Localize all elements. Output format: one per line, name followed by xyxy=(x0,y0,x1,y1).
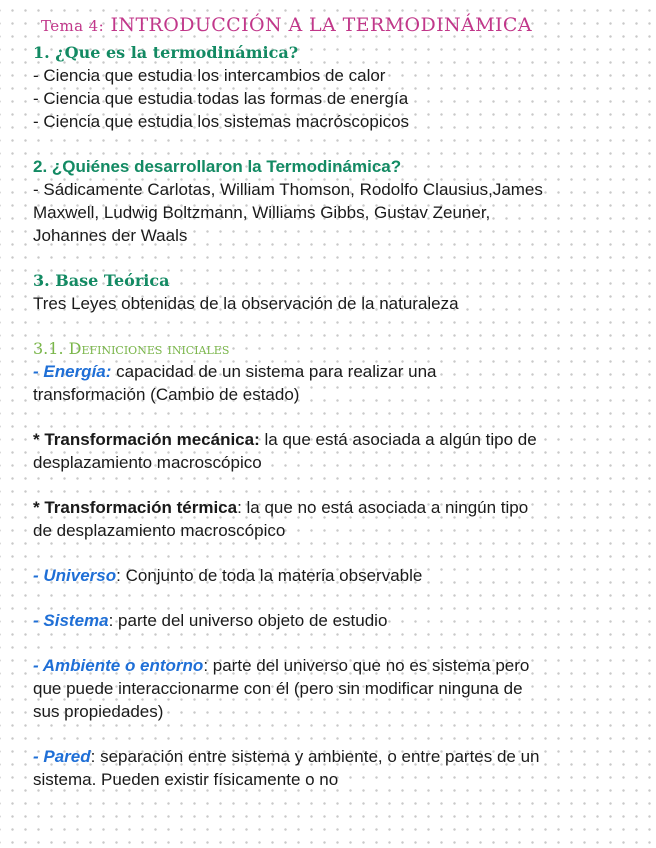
definition-ambiente xyxy=(33,654,633,723)
definition-text: : Conjunto de toda la materia observable xyxy=(116,566,423,585)
section-2-line: - Sádicamente Carlotas, William Thomson, Rodolfo Clausius,James xyxy=(33,180,543,199)
dash: - xyxy=(33,362,44,381)
definition-transformacion-termica xyxy=(33,496,633,542)
definition-text: de desplazamiento macroscópico xyxy=(33,521,286,540)
definition-text: desplazamiento macroscópico xyxy=(33,453,262,472)
note-page xyxy=(33,10,633,791)
definition-sistema xyxy=(33,609,633,632)
dash: - xyxy=(33,747,44,766)
definition-transformacion-mecanica xyxy=(33,428,633,474)
term-transformacion-termica: * Transformación térmica xyxy=(33,498,238,517)
definition-text: transformación (Cambio de estado) xyxy=(33,385,300,404)
title-tema: Tema 4: xyxy=(41,17,105,35)
section-3-text: Tres Leyes obtenidas de la observación de la naturaleza xyxy=(33,294,459,313)
term-pared: Pared xyxy=(43,747,91,766)
section-1-line: - Ciencia que estudia los sistemas macróscopicos xyxy=(33,112,410,131)
page-title xyxy=(41,10,633,41)
section-1-line: - Ciencia que estudia los intercambios de calor xyxy=(33,66,386,85)
dash: - xyxy=(33,566,44,585)
definition-text: sistema. Pueden existir físicamente o no xyxy=(33,770,339,789)
definition-text: : parte del universo objeto de estudio xyxy=(108,611,388,630)
definition-text: que puede interaccionarme con él (pero sin modificar ninguna de xyxy=(33,679,523,698)
section-3-heading: 3. Base Teórica xyxy=(33,271,170,290)
definition-pared xyxy=(33,745,633,791)
term-energia: Energía: xyxy=(43,362,112,381)
term-sistema: Sistema xyxy=(43,611,109,630)
section-2-line: Maxwell, Ludwig Boltzmann, Williams Gibbs, Gustav Zeuner, xyxy=(33,203,491,222)
section-2-heading: 2. ¿Quiénes desarrollaron la Termodinámica? xyxy=(33,157,402,176)
section-1-line: - Ciencia que estudia todas las formas de energía xyxy=(33,89,409,108)
definition-text: la que está asociada a algún tipo de xyxy=(259,430,537,449)
dash: - xyxy=(33,656,43,675)
dash: - xyxy=(33,611,44,630)
definition-text: : separación entre sistema y ambiente, o entre partes de un xyxy=(90,747,540,766)
term-transformacion-mecanica: * Transformación mecánica: xyxy=(33,430,260,449)
term-ambiente: Ambiente o entorno xyxy=(42,656,204,675)
term-universo: Universo xyxy=(43,566,117,585)
definition-text: capacidad de un sistema para realizar una xyxy=(111,362,437,381)
section-1-heading: 1. ¿Que es la termodinámica? xyxy=(33,43,299,62)
definition-universo xyxy=(33,564,633,587)
definition-energia xyxy=(33,360,633,406)
definition-text: : parte del universo que no es sistema pero xyxy=(203,656,530,675)
section-2-line: Johannes der Waals xyxy=(33,226,188,245)
section-3-1-heading: 3.1. Definiciones iniciales xyxy=(33,339,230,358)
definition-text: sus propiedades) xyxy=(33,702,164,721)
definition-text: : la que no está asociada a ningún tipo xyxy=(237,498,529,517)
title-main: INTRODUCCIÓN A LA TERMODINÁMICA xyxy=(110,14,532,36)
